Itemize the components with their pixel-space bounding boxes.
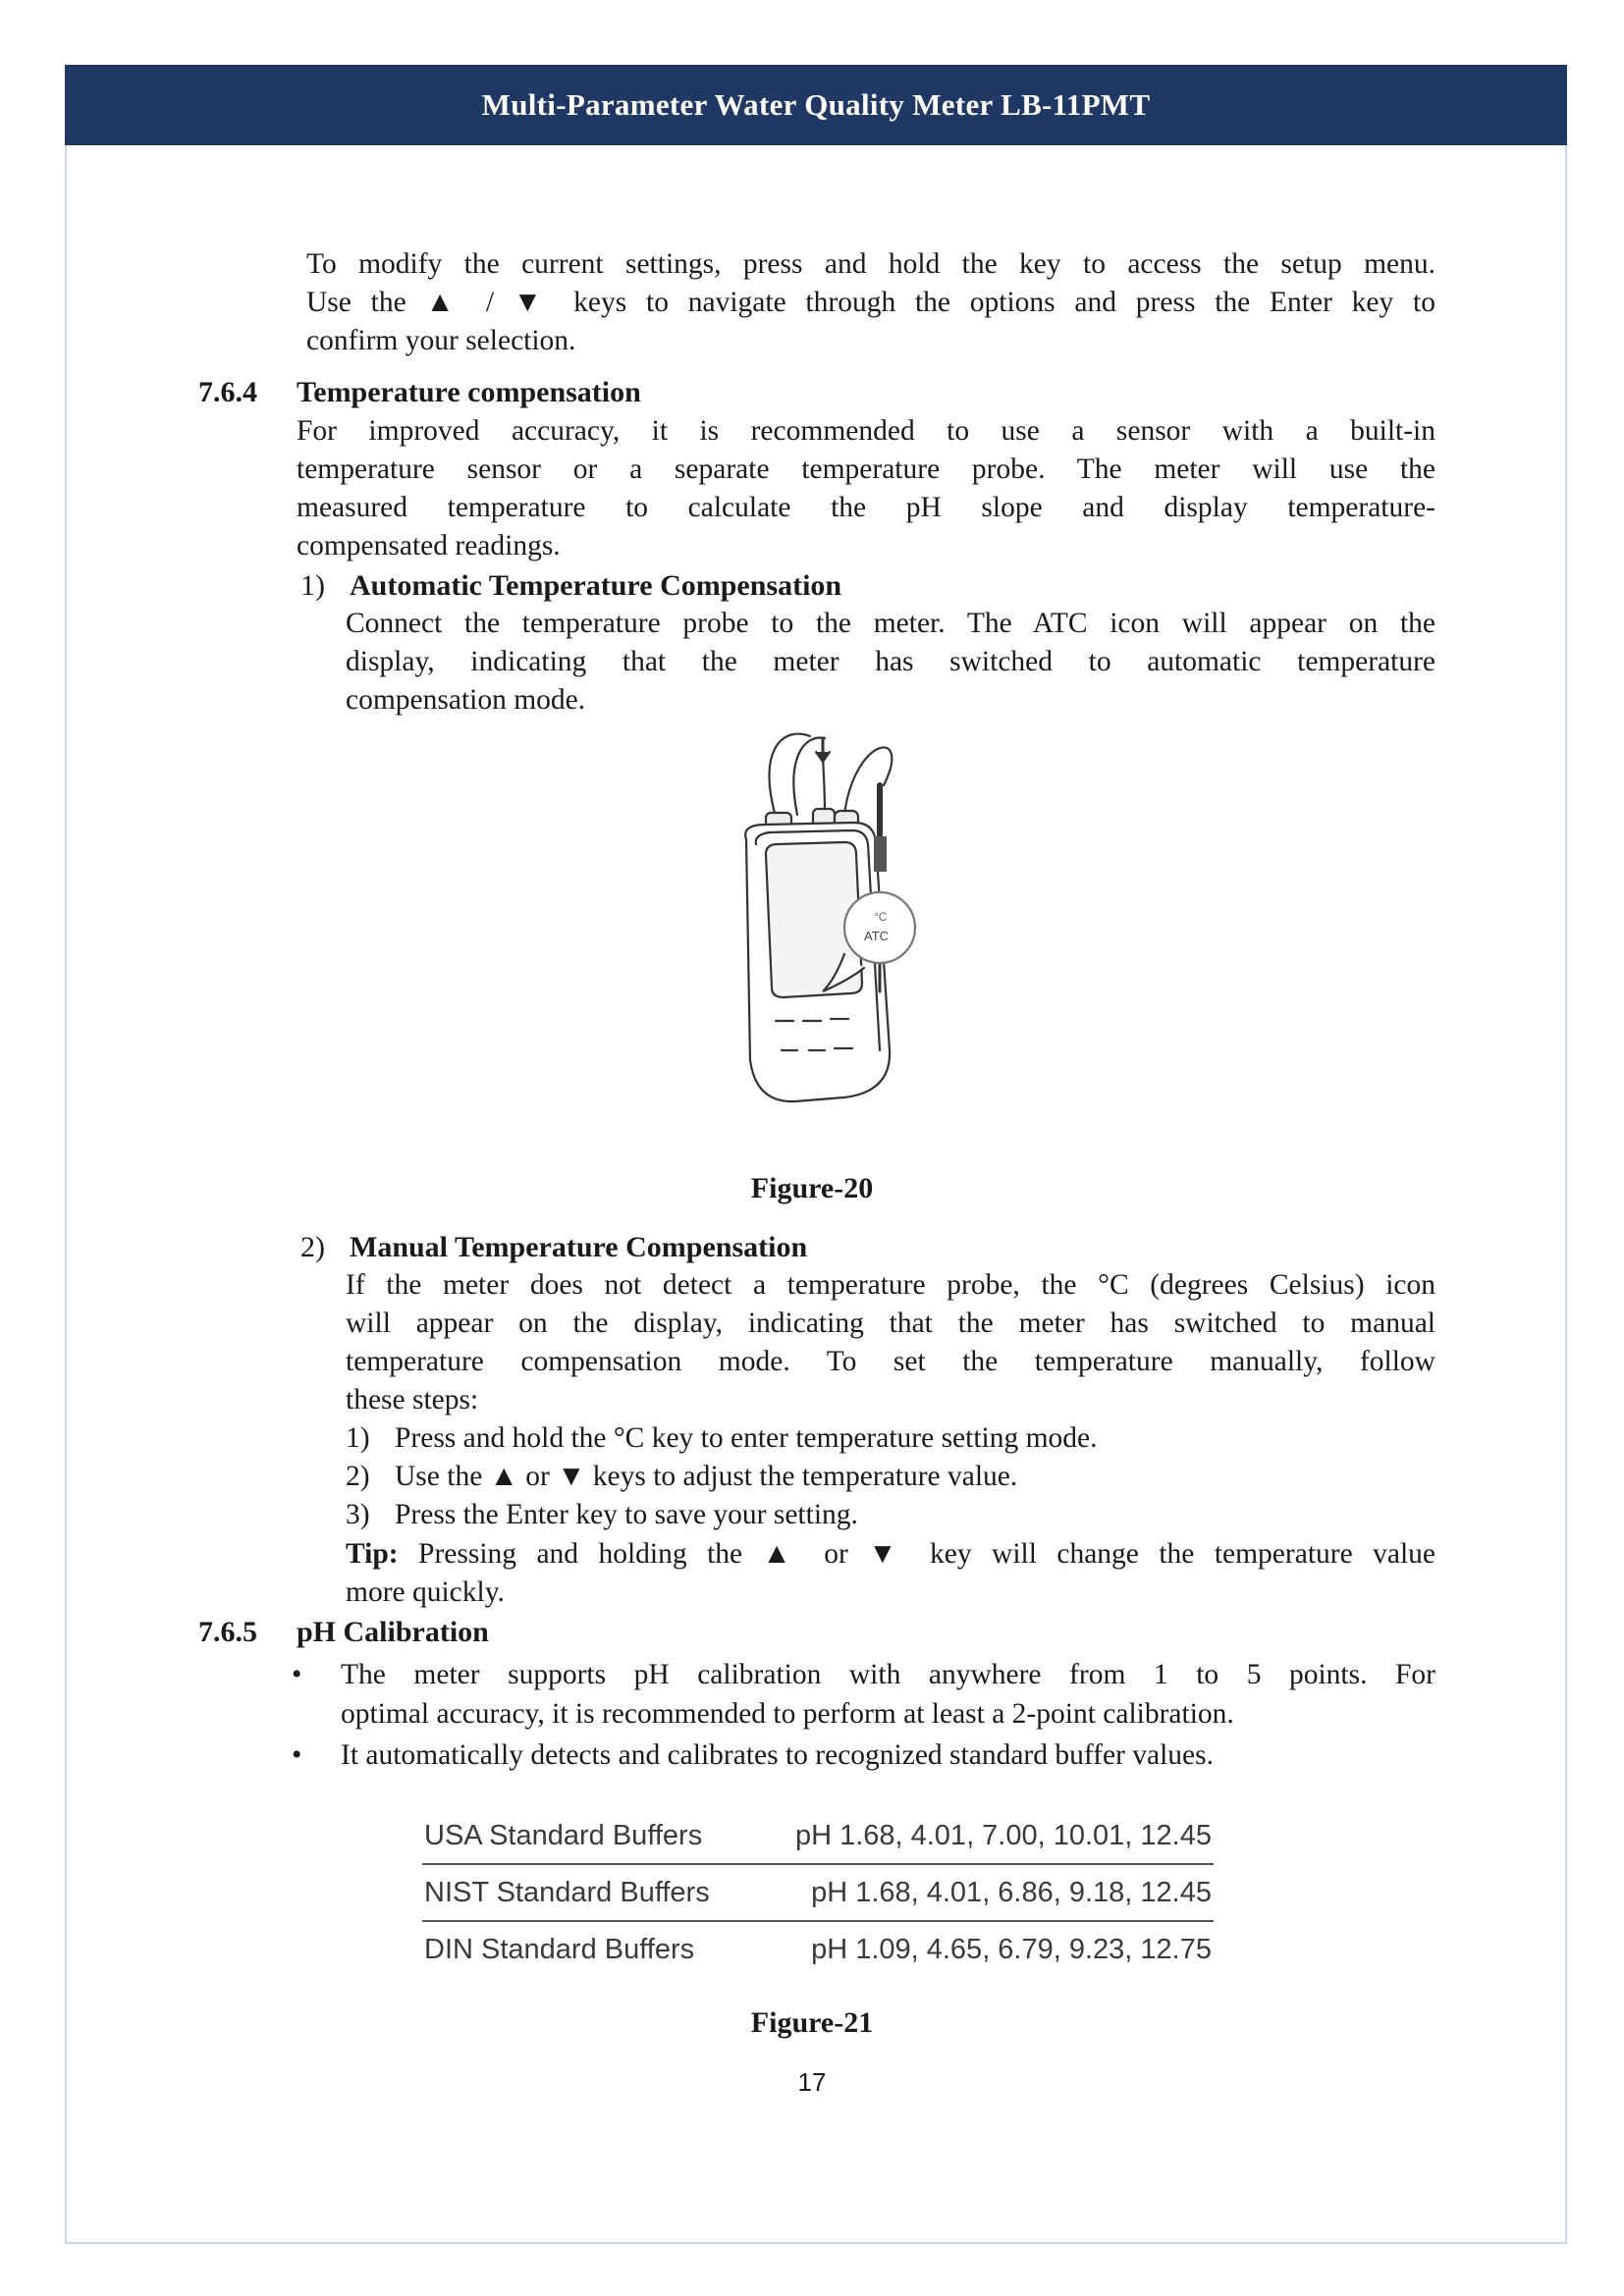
section-title: pH Calibration — [297, 1616, 489, 1648]
manual-compensation-paragraph — [346, 1266, 1435, 1419]
paragraph-line: these steps: — [346, 1384, 479, 1415]
page-number: 17 — [797, 2067, 827, 2097]
section-title: Temperature compensation — [297, 376, 641, 408]
step-index: 3) — [346, 1499, 370, 1530]
figure-20-caption: Figure-20 — [750, 1172, 874, 1204]
tip-label: Tip: — [346, 1538, 399, 1570]
bullet-item — [292, 1655, 1435, 1734]
item-title: Automatic Temperature Compensation — [350, 569, 842, 602]
intro-paragraph — [306, 245, 1435, 360]
buffer-values: pH 1.68, 4.01, 6.86, 9.18, 12.45 — [811, 1876, 1212, 1908]
paragraph-line: will appear on the display, indicating that the meter has switched to manual — [346, 1308, 1435, 1339]
meter-illustration — [687, 726, 952, 1119]
paragraph-line: Connect the temperature probe to the meter. The ATC icon will appear on the — [346, 608, 1435, 639]
section-heading-764 — [198, 373, 641, 411]
step-index: 2) — [346, 1461, 370, 1492]
intro-line: confirm your selection. — [306, 325, 576, 356]
step-text: Press and hold the °C key to enter temperature setting mode. — [395, 1422, 1098, 1454]
item-index: 1) — [300, 569, 325, 602]
section-number: 7.6.5 — [198, 1616, 257, 1648]
step-index: 1) — [346, 1422, 370, 1454]
tip-text-continued: more quickly. — [346, 1576, 505, 1608]
auto-compensation-paragraph — [346, 605, 1435, 720]
tip-text: Pressing and holding the ▲ or ▼ key will change the temperature value — [418, 1538, 1436, 1570]
step-text: Press the Enter key to save your setting. — [395, 1499, 858, 1530]
bullet-line: optimal accuracy, it is recommended to perform at least a 2-point calibration. — [341, 1698, 1234, 1730]
paragraph-line: display, indicating that the meter has switched to automatic temperature — [346, 646, 1435, 677]
bullet-line: The meter supports pH calibration with anywhere from 1 to 5 points. For — [341, 1659, 1435, 1690]
section-number: 7.6.4 — [198, 376, 257, 408]
item-index: 2) — [300, 1231, 325, 1263]
paragraph-line: temperature sensor or a separate temperature probe. The meter will use the — [297, 454, 1435, 485]
temperature-compensation-paragraph — [297, 412, 1435, 565]
buffer-values: pH 1.09, 4.65, 6.79, 9.23, 12.75 — [811, 1933, 1212, 1965]
manual-compensation-heading — [300, 1228, 807, 1266]
atc-label: ATC — [864, 929, 890, 943]
bullet-dot: • — [292, 1739, 302, 1771]
auto-compensation-heading — [300, 566, 841, 605]
paragraph-line: temperature compensation mode. To set the temperature manually, follow — [346, 1346, 1435, 1377]
paragraph-line: compensated readings. — [297, 530, 561, 561]
item-title: Manual Temperature Compensation — [350, 1231, 808, 1263]
buffer-name: USA Standard Buffers — [424, 1819, 703, 1851]
buffer-row — [422, 1922, 1214, 1977]
step-text: Use the ▲ or ▼ keys to adjust the temperature value. — [395, 1461, 1018, 1492]
paragraph-line: compensation mode. — [346, 684, 586, 716]
celsius-unit-label: °C — [874, 910, 888, 924]
bullet-item — [292, 1735, 1435, 1775]
paragraph-line: measured temperature to calculate the pH slope and display temperature- — [297, 492, 1435, 523]
section-heading-765 — [198, 1613, 489, 1651]
paragraph-line: If the meter does not detect a temperature probe, the °C (degrees Celsius) icon — [346, 1269, 1435, 1301]
manual-step — [346, 1458, 1017, 1496]
buffer-row — [422, 1808, 1214, 1865]
header-title: Multi-Parameter Water Quality Meter LB-11PMT — [481, 87, 1151, 122]
standard-buffers-table — [422, 1808, 1214, 1977]
manual-step — [346, 1419, 1098, 1458]
tip-note — [346, 1535, 1435, 1612]
figure-21-caption: Figure-21 — [750, 2006, 874, 2039]
paragraph-line: For improved accuracy, it is recommended to use a sensor with a built-in — [297, 415, 1435, 447]
bullet-line: It automatically detects and calibrates to recognized standard buffer values. — [341, 1739, 1215, 1771]
document-header — [65, 65, 1567, 145]
manual-step — [346, 1496, 858, 1534]
buffer-name: DIN Standard Buffers — [424, 1933, 695, 1965]
buffer-name: NIST Standard Buffers — [424, 1876, 710, 1908]
buffer-row — [422, 1865, 1214, 1922]
intro-line: To modify the current settings, press and hold the key to access the setup menu. — [306, 248, 1435, 280]
bullet-dot: • — [292, 1659, 302, 1690]
intro-line: Use the ▲ / ▼ keys to navigate through the options and press the Enter key to — [306, 287, 1435, 318]
buffer-values: pH 1.68, 4.01, 7.00, 10.01, 12.45 — [794, 1819, 1212, 1851]
